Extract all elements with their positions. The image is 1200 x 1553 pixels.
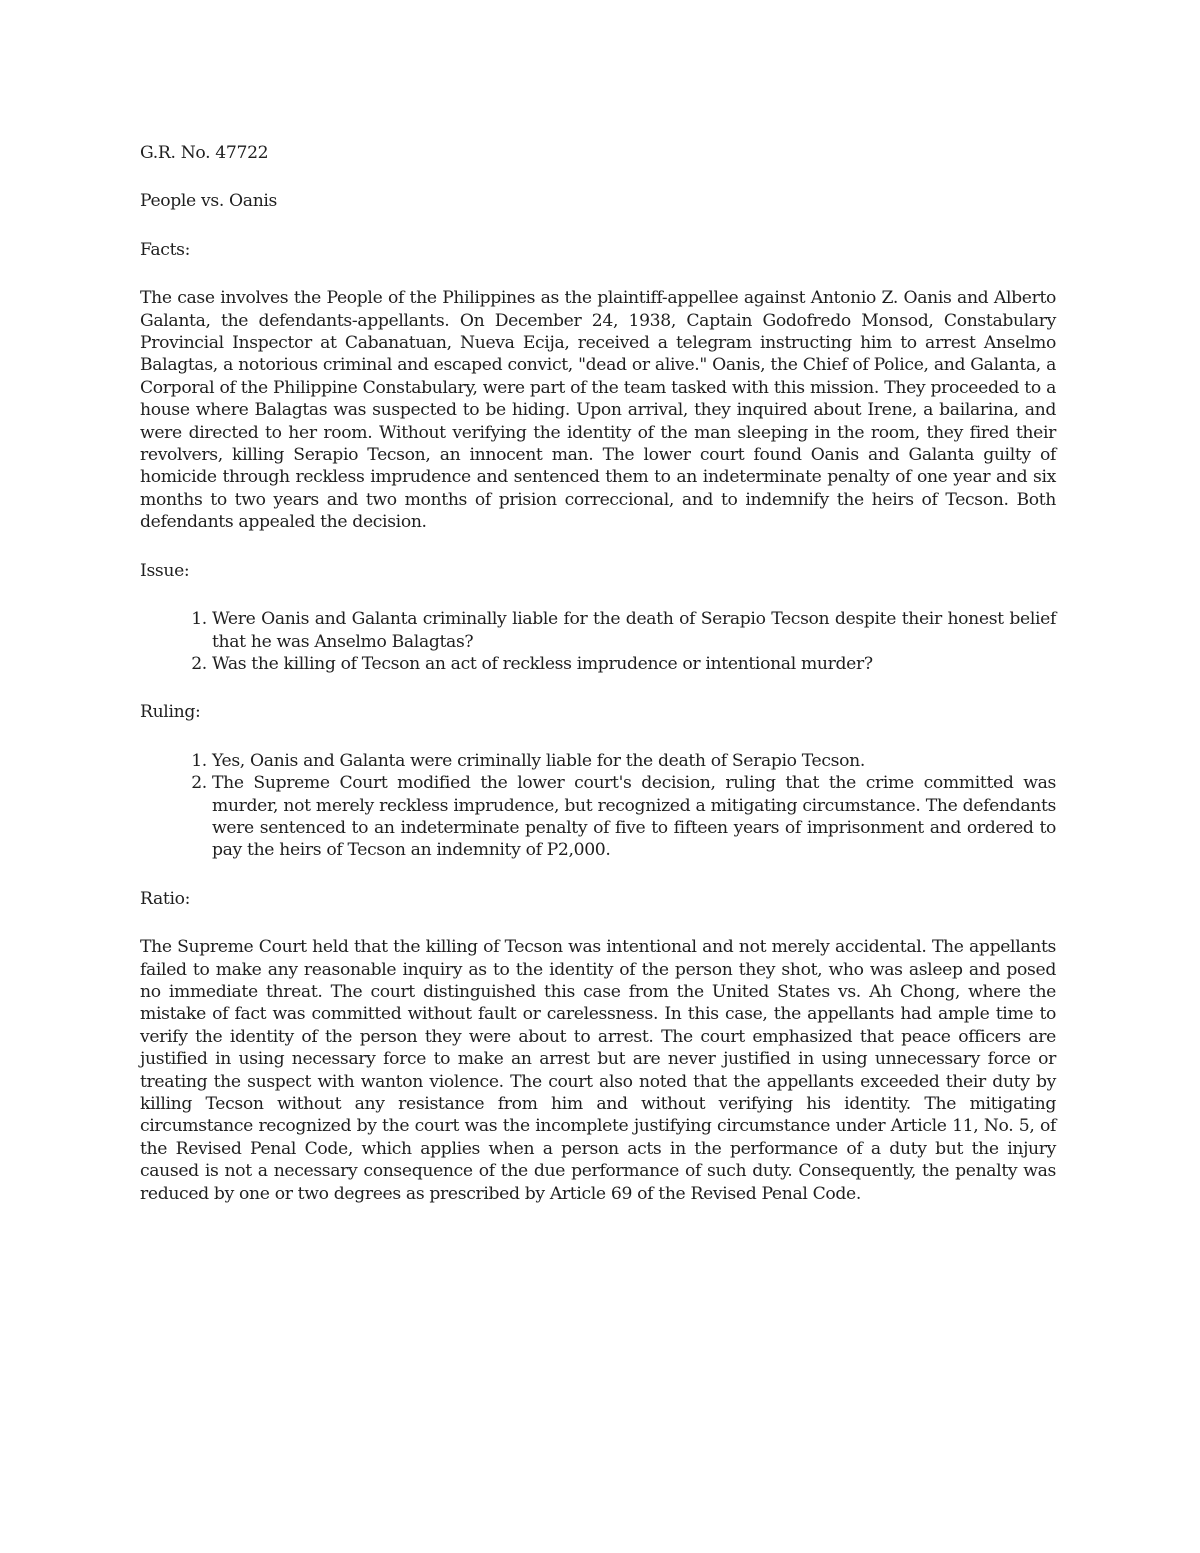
facts-heading: Facts:	[140, 239, 191, 260]
issue-item: 1. Were Oanis and Galanta criminally liable for the death of Serapio Tecson despite their honest belief that he was Anselmo Balagtas?	[212, 608, 1056, 653]
issue-heading: Issue:	[140, 560, 190, 581]
ratio-heading: Ratio:	[140, 888, 191, 909]
document-page	[140, 142, 1056, 1231]
ruling-item: 2. The Supreme Court modified the lower court's decision, ruling that the crime committed was murder, not merely reckless imprudence, but recognized a mitigating circumstance. The defendants were sentenced to an indeterminate penalty of five to fifteen years of imprisonment and ordered to pay the heirs of Tecson an indemnity of P2,000.	[212, 772, 1056, 862]
case-number: G.R. No. 47722	[140, 143, 269, 163]
ruling-list	[140, 750, 1056, 862]
ratio-paragraph: The Supreme Court held that the killing of Tecson was intentional and not merely accidental. The appellants failed to make any reasonable inquiry as to the identity of the person they shot, who was asleep and posed no immediate threat. The court distinguished this case from the United States vs. Ah Chong, where the mistake of fact was committed without fault or carelessness. In this case, the appellants had ample time to verify the identity of the person they were about to arrest. The court emphasized that peace officers are justified in using necessary force to make an arrest but are never justified in using unnecessary force or treating the suspect with wanton violence. The court also noted that the appellants exceeded their duty by killing Tecson without any resistance from him and without verifying his identity. The mitigating circumstance recognized by the court was the incomplete justifying circumstance under Article 11, No. 5, of the Revised Penal Code, which applies when a person acts in the performance of a duty but the injury caused is not a necessary consequence of the due performance of such duty. Consequently, the penalty was reduced by one or two degrees as prescribed by Article 69 of the Revised Penal Code.	[140, 937, 1056, 1204]
ruling-item: 1. Yes, Oanis and Galanta were criminally liable for the death of Serapio Tecson.	[212, 750, 1056, 772]
issue-list	[140, 608, 1056, 675]
issue-item: 2. Was the killing of Tecson an act of reckless imprudence or intentional murder?	[212, 653, 1056, 675]
facts-paragraph: The case involves the People of the Philippines as the plaintiff-appellee against Antonio Z. Oanis and Alberto Galanta, the defendants-appellants. On December 24, 1938, Captain Godofredo Monsod, Constabulary Provincial Inspector at Cabanatuan, Nueva Ecija, received a telegram instructing him to arrest Anselmo Balagtas, a notorious criminal and escaped convict, "dead or alive." Oanis, the Chief of Police, and Galanta, a Corporal of the Philippine Constabulary, were part of the team tasked with this mission. They proceeded to a house where Balagtas was suspected to be hiding. Upon arrival, they inquired about Irene, a bailarina, and were directed to her room. Without verifying the identity of the man sleeping in the room, they fired their revolvers, killing Serapio Tecson, an innocent man. The lower court found Oanis and Galanta guilty of homicide through reckless imprudence and sentenced them to an indeterminate penalty of one year and six months to two years and two months of prision correccional, and to indemnify the heirs of Tecson. Both defendants appealed the decision.	[140, 288, 1056, 533]
ruling-heading: Ruling:	[140, 702, 201, 723]
case-title: People vs. Oanis	[140, 191, 278, 212]
